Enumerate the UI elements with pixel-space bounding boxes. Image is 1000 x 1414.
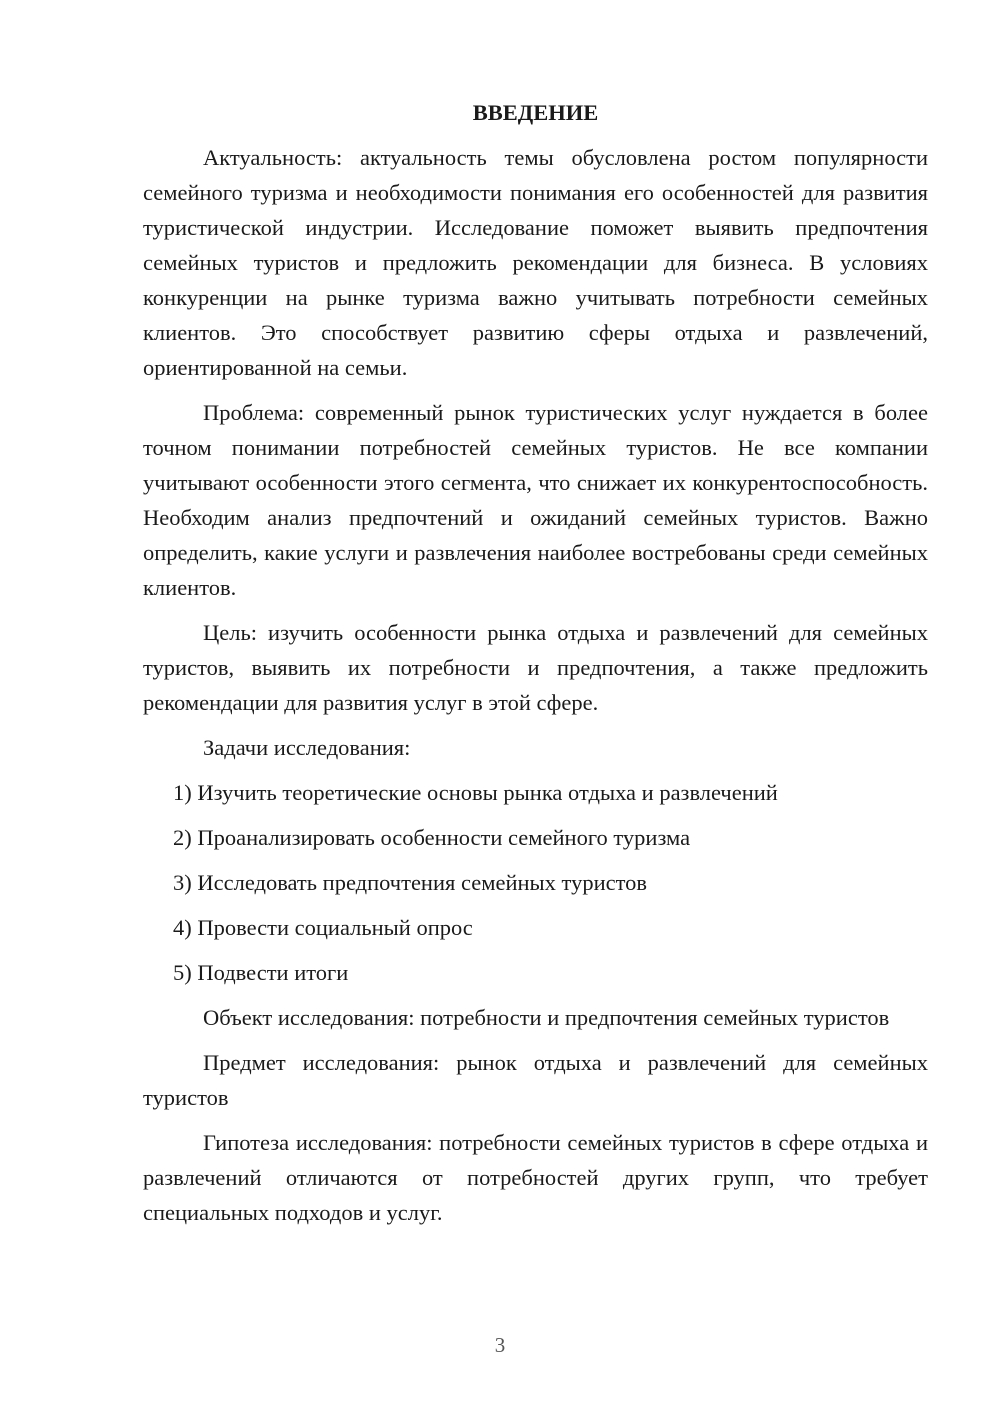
object-paragraph: Объект исследования: потребности и предпочтения семейных туристов <box>203 1005 890 1030</box>
list-item: 4) Провести социальный опрос <box>173 915 473 940</box>
list-item: 1) Изучить теоретические основы рынка отдыха и развлечений <box>173 780 778 805</box>
goal-paragraph: Цель: изучить особенности рынка отдыха и развлечений для семейных туристов, выявить их потребности и предпочтения, а также предложить рекомендации для развития услуг в этой сфере. <box>143 620 928 715</box>
tasks-heading: Задачи исследования: <box>203 735 411 760</box>
page-content <box>143 95 928 1240</box>
list-item: 3) Исследовать предпочтения семейных туристов <box>173 870 648 895</box>
tasks-list <box>143 775 928 990</box>
hypothesis-paragraph: Гипотеза исследования: потребности семейных туристов в сфере отдыха и развлечений отличаются от потребностей других групп, что требует специальных подходов и услуг. <box>143 1130 928 1225</box>
section-title: ВВЕДЕНИЕ <box>472 100 599 125</box>
list-item: 5) Подвести итоги <box>173 960 349 985</box>
problem-paragraph: Проблема: современный рынок туристических услуг нуждается в более точном понимании потребностей семейных туристов. Не все компании учитывают особенности этого сегмента, что снижает их конкурентоспособность. Необходим анализ предпочтений и ожиданий семейных туристов. Важно определить, какие услуги и развлечения наиболее востребованы среди семейных клиентов. <box>143 400 928 600</box>
relevance-paragraph: Актуальность: актуальность темы обусловлена ростом популярности семейного туризма и необходимости понимания его особенностей для развития туристической индустрии. Исследование поможет выявить предпочтения семейных туристов и предложить рекомендации для бизнеса. В условиях конкуренции на рынке туризма важно учитывать потребности семейных клиентов. Это способствует развитию сферы отдыха и развлечений, ориентированной на семьи. <box>143 145 928 380</box>
subject-paragraph: Предмет исследования: рынок отдыха и развлечений для семейных туристов <box>143 1050 928 1110</box>
list-item: 2) Проанализировать особенности семейного туризма <box>173 825 691 850</box>
page-number: 3 <box>494 1333 506 1357</box>
